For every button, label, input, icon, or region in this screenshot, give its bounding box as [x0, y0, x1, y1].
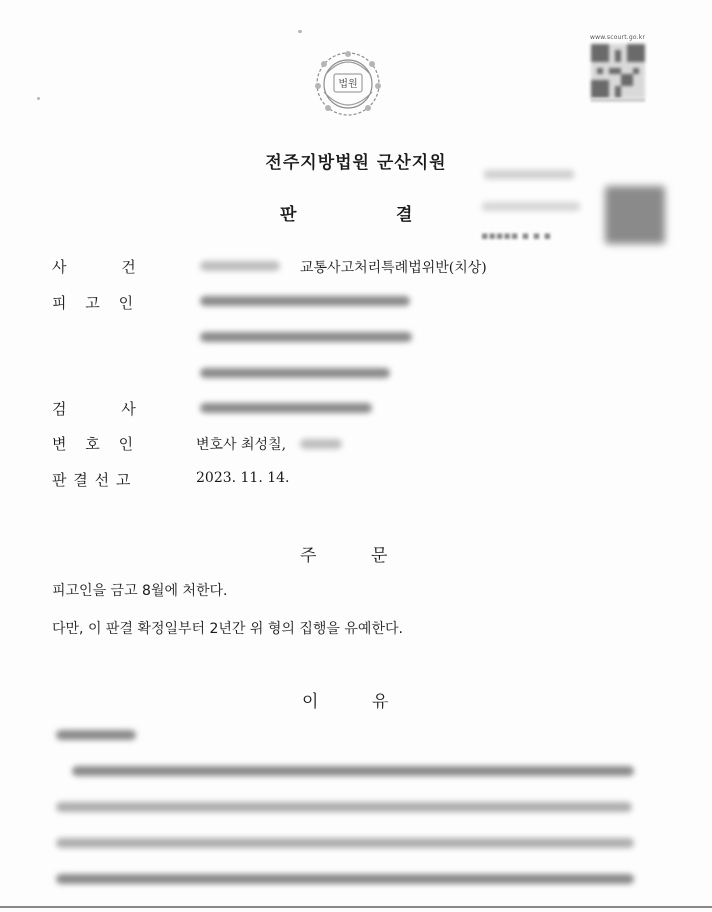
page-bottom-edge: [0, 906, 712, 908]
label-char: 변: [52, 435, 67, 453]
label-char: 판: [52, 471, 67, 489]
attorney-name: 변호사 최성칠,: [196, 437, 287, 453]
label-char: 호: [85, 435, 100, 453]
reason-title-char: 유: [372, 692, 389, 712]
court-emblem: [312, 48, 384, 120]
label-char: 건: [121, 258, 136, 276]
reason-heading-redacted: [56, 730, 136, 740]
reason-title-char: 이: [302, 692, 319, 712]
emblem-text: 법원: [338, 79, 358, 90]
stamp-square-redacted: [605, 186, 665, 244]
attorney-label: [52, 433, 133, 454]
defendant-address-redacted: [200, 368, 390, 378]
prosecutor-name-redacted: [200, 403, 372, 413]
document-title-char: 판: [280, 205, 297, 225]
order-title-char: 문: [371, 546, 388, 566]
prosecutor-label: [52, 398, 136, 419]
scan-speck: [298, 30, 302, 33]
stamp-caption-redacted: ▪▪▪▪▪ ▪ ▪ ▪: [481, 229, 552, 242]
reason-text-redacted: [72, 766, 634, 776]
label-char: 선: [94, 471, 110, 489]
reason-text-redacted: [56, 874, 634, 884]
label-char: 인: [118, 294, 134, 312]
court-name: 전주지방법원 군산지원: [265, 153, 447, 173]
document-title-char: 결: [396, 205, 413, 225]
defendant-name-redacted: [200, 296, 410, 306]
qr-caption-redacted: [591, 98, 645, 102]
qr-url: www.scourt.go.kr: [590, 34, 646, 41]
label-char: 사: [121, 400, 136, 418]
scan-speck: [37, 97, 40, 100]
attorney-extra-redacted: [300, 439, 342, 449]
label-char: 검: [52, 400, 67, 418]
label-char: 고: [85, 294, 100, 312]
judgment-date-label: [52, 469, 130, 490]
case-name: 교통사고처리특례법위반(치상): [300, 260, 487, 276]
label-char: 피: [52, 294, 67, 312]
qr-code: [591, 44, 645, 98]
order-title-char: 주: [300, 546, 317, 566]
reason-text-redacted: [56, 802, 632, 812]
judgment-date: 2023. 11. 14.: [196, 470, 290, 486]
label-char: 결: [73, 471, 88, 489]
label-char: 인: [118, 435, 134, 453]
label-char: 고: [115, 471, 131, 489]
reason-text-redacted: [56, 838, 634, 848]
order-line: 다만, 이 판결 확정일부터 2년간 위 형의 집행을 유예한다.: [52, 621, 403, 637]
order-line: 피고인을 금고 8월에 처한다.: [52, 583, 228, 599]
case-label: [52, 256, 136, 277]
defendant-label: [52, 292, 133, 313]
label-char: 사: [52, 258, 67, 276]
defendant-info-redacted: [200, 332, 412, 342]
case-number-redacted: [200, 261, 280, 271]
